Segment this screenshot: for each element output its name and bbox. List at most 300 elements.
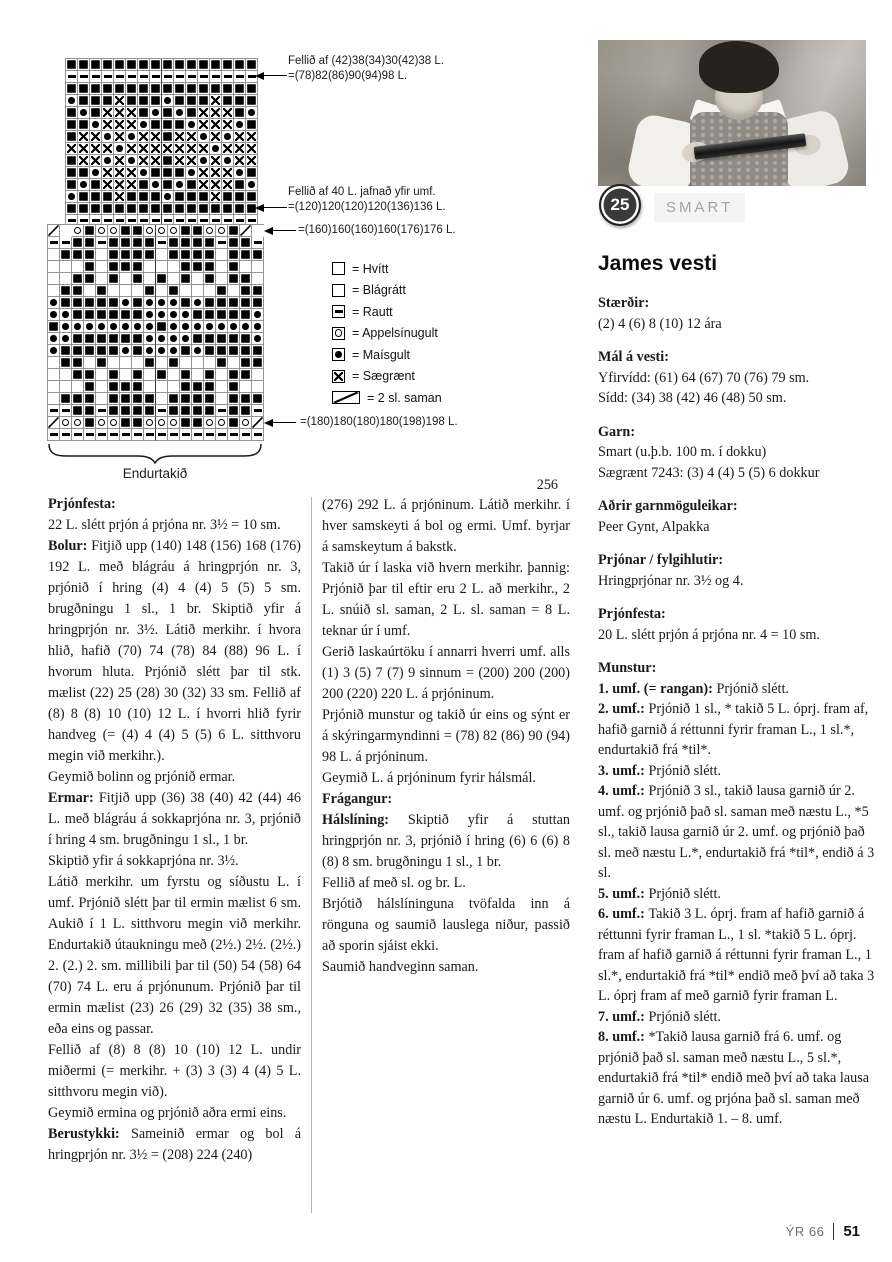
chart-cell <box>198 59 210 71</box>
chart-cell <box>66 71 78 83</box>
chart-cell <box>150 95 162 107</box>
chart-cell <box>78 95 90 107</box>
chart-cell <box>222 203 234 215</box>
chart-cell <box>210 143 222 155</box>
left-column <box>48 494 301 1166</box>
chart-cell <box>72 381 84 393</box>
chart-cell <box>198 95 210 107</box>
chart-cell <box>96 225 108 237</box>
repeat-brace <box>47 442 263 464</box>
legend-symbol-ce <box>332 262 345 275</box>
chart-cell <box>216 345 228 357</box>
chart-cell <box>252 309 264 321</box>
paragraph: Berustykki: Sameinið ermar og bol á hringprjón nr. 3½ = (208) 224 (240) <box>48 1126 301 1163</box>
chart-cell <box>48 345 60 357</box>
chart-cell <box>84 225 96 237</box>
chart-cell <box>114 59 126 71</box>
chart-cell <box>234 119 246 131</box>
info-section <box>598 347 876 409</box>
chart-cell <box>60 237 72 249</box>
chart-cell <box>210 191 222 203</box>
chart-cell <box>204 333 216 345</box>
chart-cell <box>168 273 180 285</box>
page-footer <box>786 1223 860 1240</box>
chart-cell <box>174 107 186 119</box>
chart-cell <box>126 143 138 155</box>
chart-cell <box>48 393 60 405</box>
chart-cell <box>102 119 114 131</box>
chart-cell <box>246 143 258 155</box>
chart-cell <box>228 417 240 429</box>
chart-cell <box>138 143 150 155</box>
chart-cell <box>252 285 264 297</box>
chart-cell <box>156 285 168 297</box>
chart-cell <box>66 155 78 167</box>
chart-cell <box>240 297 252 309</box>
chart-annotation-4: =(180)180(180)180(198)198 L. <box>300 416 458 428</box>
chart-cell <box>84 285 96 297</box>
chart-cell <box>246 191 258 203</box>
paragraph: Mál á vesti: <box>598 349 669 365</box>
chart-cell <box>246 107 258 119</box>
info-section <box>598 293 876 334</box>
chart-cell <box>156 417 168 429</box>
chart-cell <box>132 381 144 393</box>
paragraph: Prjónar / fylgihlutir: <box>598 552 724 568</box>
chart-cell <box>210 107 222 119</box>
chart-cell <box>114 95 126 107</box>
chart-cell <box>222 107 234 119</box>
page-title: James vesti <box>598 252 718 275</box>
chart-cell <box>156 297 168 309</box>
chart-legend <box>332 262 442 413</box>
chart-cell <box>90 179 102 191</box>
chart-cell <box>114 83 126 95</box>
chart-cell <box>150 83 162 95</box>
chart-cell <box>246 155 258 167</box>
paragraph: 20 L. slétt prjón á prjóna nr. 4 = 10 sm. <box>598 626 820 643</box>
chart-cell <box>120 237 132 249</box>
chart-cell <box>114 143 126 155</box>
chart-cell <box>90 167 102 179</box>
chart-cell <box>132 297 144 309</box>
chart-cell <box>66 95 78 107</box>
paragraph: Geymið L. á prjóninum fyrir hálsmál. <box>322 770 536 786</box>
chart-cell <box>108 333 120 345</box>
chart-cell <box>228 261 240 273</box>
chart-cell <box>150 107 162 119</box>
chart-cell <box>72 321 84 333</box>
chart-cell <box>168 321 180 333</box>
chart-cell <box>204 273 216 285</box>
chart-cell <box>138 155 150 167</box>
chart-cell <box>66 203 78 215</box>
chart-cell <box>108 237 120 249</box>
chart-cell <box>180 429 192 441</box>
chart-cell <box>204 417 216 429</box>
chart-cell <box>192 393 204 405</box>
chart-cell <box>120 249 132 261</box>
chart-cell <box>222 167 234 179</box>
chart-cell <box>48 285 60 297</box>
chart-cell <box>192 225 204 237</box>
chart-cell <box>96 345 108 357</box>
chart-cell <box>186 143 198 155</box>
magazine-name: ÝR 66 <box>785 1224 825 1239</box>
chart-cell <box>252 321 264 333</box>
chart-cell <box>162 179 174 191</box>
chart-cell <box>210 167 222 179</box>
chart-top-grid <box>65 58 258 227</box>
paragraph: Gerið laskaúrtöku í annarri hverri umf. alls (1) 3 (5) 7 (7) 9 sinnum = (200) 200 (200) 200 (220) 220 L. á prjóninum. <box>322 644 570 702</box>
chart-cell <box>66 59 78 71</box>
chart-cell <box>186 131 198 143</box>
chart-cell <box>252 393 264 405</box>
chart-cell <box>216 321 228 333</box>
chart-cell <box>210 119 222 131</box>
chart-cell <box>108 309 120 321</box>
chart-cell <box>174 131 186 143</box>
chart-cell <box>138 167 150 179</box>
chart-cell <box>174 71 186 83</box>
info-section <box>598 658 876 1130</box>
chart-cell <box>240 285 252 297</box>
chart-cell <box>228 321 240 333</box>
chart-cell <box>78 83 90 95</box>
paragraph: Bolur: Fitjið upp (140) 148 (156) 168 (176) 192 L. með blágráu á hringprjón nr. 3, prjónið í hring (4) 4 (4) 5 (5) 5 sm. brugðningu 1 sl., 1 br. Skiptið yfir á hringprjón nr. 3½. Látið merkihr. í hvora hlið, hafið (70) 74 (78) 84 (88) 96 L. í hvorum hluta. Prjónið slétt þar til stk. mælist (22) 25 (28) 30 (32) 33 sm. Fellið af (8) 8 (8) 10 (10) 12 L. í hvorri hlið fyrir handveg (= (4) 4 (4) 5 (5) 6 L. sitthvoru megin við merkihr.). <box>48 538 301 764</box>
chart-cell <box>222 119 234 131</box>
paragraph: 4. umf.: Prjónið 3 sl., takið lausa garnið úr 2. umf. og prjónið það sl. saman með næstu L., *5 sl., takið lausa garnið úr 2. umf. og prjónið það sl. með næstu L.*, endurtakið frá *til*, endið á 3 sl. <box>598 783 875 881</box>
chart-cell <box>234 179 246 191</box>
chart-cell <box>204 381 216 393</box>
yarn-brand-tag <box>654 193 745 222</box>
chart-cell <box>228 345 240 357</box>
chart-cell <box>222 95 234 107</box>
chart-cell <box>66 131 78 143</box>
chart-cell <box>174 143 186 155</box>
paragraph: Geymið ermina og prjónið aðra ermi eins. <box>48 1105 287 1121</box>
chart-cell <box>108 429 120 441</box>
chart-cell <box>252 429 264 441</box>
chart-cell <box>156 249 168 261</box>
chart-cell <box>240 393 252 405</box>
chart-cell <box>144 297 156 309</box>
chart-cell <box>210 83 222 95</box>
chart-cell <box>180 297 192 309</box>
chart-cell <box>228 405 240 417</box>
chart-cell <box>150 179 162 191</box>
chart-cell <box>186 107 198 119</box>
chart-cell <box>96 273 108 285</box>
chart-cell <box>132 309 144 321</box>
chart-cell <box>126 191 138 203</box>
chart-cell <box>90 131 102 143</box>
chart-cell <box>216 273 228 285</box>
chart-cell <box>144 369 156 381</box>
chart-cell <box>168 237 180 249</box>
chart-cell <box>132 417 144 429</box>
chart-cell <box>180 381 192 393</box>
chart-cell <box>72 393 84 405</box>
chart-cell <box>48 225 60 237</box>
chart-cell <box>234 71 246 83</box>
chart-cell <box>72 309 84 321</box>
chart-cell <box>252 345 264 357</box>
chart-cell <box>144 249 156 261</box>
chart-cell <box>90 59 102 71</box>
arrow-left-icon <box>255 72 287 80</box>
chart-cell <box>168 285 180 297</box>
chart-cell <box>186 179 198 191</box>
chart-cell <box>132 393 144 405</box>
chart-cell <box>222 155 234 167</box>
chart-cell <box>78 203 90 215</box>
chart-cell <box>72 369 84 381</box>
chart-cell <box>102 59 114 71</box>
chart-cell <box>48 369 60 381</box>
chart-cell <box>126 107 138 119</box>
chart-cell <box>228 333 240 345</box>
paragraph: Frágangur: <box>322 791 393 807</box>
chart-cell <box>132 237 144 249</box>
chart-cell <box>48 261 60 273</box>
chart-cell <box>204 237 216 249</box>
chart-cell <box>168 357 180 369</box>
chart-cell <box>84 417 96 429</box>
chart-cell <box>228 225 240 237</box>
chart-cell <box>150 71 162 83</box>
chart-cell <box>216 393 228 405</box>
chart-cell <box>96 417 108 429</box>
chart-cell <box>234 131 246 143</box>
chart-cell <box>102 71 114 83</box>
chart-cell <box>108 249 120 261</box>
paragraph: 7. umf.: Prjónið slétt. <box>598 1008 721 1025</box>
chart-cell <box>180 309 192 321</box>
chart-cell <box>144 285 156 297</box>
chart-cell <box>138 203 150 215</box>
chart-cell <box>72 333 84 345</box>
chart-cell <box>126 119 138 131</box>
chart-cell <box>162 71 174 83</box>
chart-cell <box>240 273 252 285</box>
chart-cell <box>240 309 252 321</box>
chart-cell <box>228 369 240 381</box>
chart-cell <box>144 225 156 237</box>
chart-cell <box>168 393 180 405</box>
chart-cell <box>240 369 252 381</box>
chart-cell <box>168 417 180 429</box>
chart-cell <box>120 333 132 345</box>
chart-cell <box>66 191 78 203</box>
chart-cell <box>78 107 90 119</box>
chart-cell <box>96 369 108 381</box>
chart-cell <box>66 119 78 131</box>
chart-cell <box>144 345 156 357</box>
chart-cell <box>60 261 72 273</box>
chart-cell <box>216 297 228 309</box>
chart-cell <box>180 369 192 381</box>
paragraph: Hálslíning: Skiptið yfir á stuttan hringprjón nr. 3, prjónið í hring (6) 6 (6) 8 (8) 8 sm. brugðningu 1 sl., 1 br. <box>322 812 570 870</box>
chart-cell <box>150 119 162 131</box>
chart-cell <box>78 59 90 71</box>
chart-cell <box>162 167 174 179</box>
chart-cell <box>240 357 252 369</box>
paragraph: (2) 4 (6) 8 (10) 12 ára <box>598 315 722 332</box>
chart-cell <box>114 191 126 203</box>
chart-cell <box>120 261 132 273</box>
chart-cell <box>66 143 78 155</box>
paragraph: Aðrir garnmöguleikar: <box>598 498 738 514</box>
chart-cell <box>108 285 120 297</box>
paragraph: Fellið af (8) 8 (8) 10 (10) 12 L. undir miðermi (= merkihr. + (3) 3 (3) 4 (4) 5 L. sitthvoru megin við). <box>48 1042 301 1100</box>
chart-cell <box>246 179 258 191</box>
legend-item <box>332 305 442 318</box>
chart-cell <box>60 369 72 381</box>
chart-cell <box>204 249 216 261</box>
chart-cell <box>192 417 204 429</box>
chart-cell <box>108 261 120 273</box>
chart-cell <box>174 59 186 71</box>
chart-cell <box>126 59 138 71</box>
chart-cell <box>126 83 138 95</box>
chart-cell <box>204 321 216 333</box>
chart-cell <box>240 345 252 357</box>
chart-cell <box>120 393 132 405</box>
chart-cell <box>216 309 228 321</box>
chart-cell <box>60 357 72 369</box>
chart-cell <box>96 249 108 261</box>
chart-cell <box>252 381 264 393</box>
chart-cell <box>120 297 132 309</box>
chart-cell <box>228 393 240 405</box>
chart-cell <box>48 357 60 369</box>
chart-cell <box>84 405 96 417</box>
paragraph: Yfirvídd: (61) 64 (67) 70 (76) 79 sm. <box>598 369 810 386</box>
chart-cell <box>210 131 222 143</box>
paragraph: Brjótið hálslíninguna tvöfalda inn á rönguna og saumið lauslega niður, passið að sporin sjáist ekki. <box>322 896 570 954</box>
chart-cell <box>78 71 90 83</box>
chart-cell <box>240 237 252 249</box>
chart-cell <box>192 285 204 297</box>
chart-cell <box>60 381 72 393</box>
chart-cell <box>204 405 216 417</box>
chart-cell <box>108 297 120 309</box>
chart-cell <box>72 273 84 285</box>
chart-cell <box>120 381 132 393</box>
chart-cell <box>144 321 156 333</box>
chart-cell <box>84 345 96 357</box>
chart-cell <box>156 357 168 369</box>
chart-cell <box>102 95 114 107</box>
chart-cell <box>90 191 102 203</box>
chart-cell <box>48 417 60 429</box>
chart-cell <box>132 225 144 237</box>
chart-cell <box>102 203 114 215</box>
paragraph: Fellið af með sl. og br. L. <box>322 875 466 891</box>
chart-cell <box>132 285 144 297</box>
chart-cell <box>186 155 198 167</box>
chart-cell <box>48 333 60 345</box>
chart-cell <box>84 381 96 393</box>
chart-cell <box>198 71 210 83</box>
chart-cell <box>240 261 252 273</box>
chart-cell <box>252 261 264 273</box>
paragraph: 1. umf. (= rangan): Prjónið slétt. <box>598 680 789 697</box>
chart-cell <box>120 273 132 285</box>
chart-cell <box>186 191 198 203</box>
chart-cell <box>60 297 72 309</box>
chart-cell <box>156 225 168 237</box>
chart-cell <box>150 131 162 143</box>
middle-column <box>322 476 570 978</box>
chart-cell <box>102 143 114 155</box>
chart-cell <box>66 179 78 191</box>
chart-cell <box>228 357 240 369</box>
chart-cell <box>150 167 162 179</box>
chart-cell <box>72 417 84 429</box>
chart-cell <box>234 167 246 179</box>
chart-cell <box>192 321 204 333</box>
chart-cell <box>168 405 180 417</box>
paragraph: Prjónfesta: <box>598 606 666 622</box>
paragraph: Saumið handveginn saman. <box>322 959 479 975</box>
chart-cell <box>72 261 84 273</box>
legend-label: = Appelsínugult <box>352 326 438 340</box>
chart-cell <box>168 309 180 321</box>
legend-label: = Sægrænt <box>352 369 415 383</box>
chart-cell <box>90 155 102 167</box>
legend-label: = Hvítt <box>352 261 389 276</box>
paragraph: Skiptið yfir á sokkaprjóna nr. 3½. <box>48 853 239 869</box>
chart-cell <box>60 333 72 345</box>
chart-cell <box>114 71 126 83</box>
chart-cell <box>156 345 168 357</box>
chart-cell <box>66 107 78 119</box>
info-section <box>598 550 876 591</box>
chart-cell <box>252 369 264 381</box>
chart-cell <box>90 83 102 95</box>
chart-cell <box>84 333 96 345</box>
chart-cell <box>138 179 150 191</box>
chart-cell <box>120 285 132 297</box>
chart-cell <box>192 273 204 285</box>
chart-cell <box>252 405 264 417</box>
chart-cell <box>222 143 234 155</box>
boy-hair <box>699 41 779 93</box>
chart-cell <box>96 321 108 333</box>
chart-cell <box>84 261 96 273</box>
chart-cell <box>222 59 234 71</box>
chart-cell <box>210 95 222 107</box>
chart-cell <box>132 345 144 357</box>
chart-cell <box>132 249 144 261</box>
paragraph: 3. umf.: Prjónið slétt. <box>598 762 721 779</box>
chart-cell <box>108 369 120 381</box>
pattern-number: 25 <box>610 195 630 214</box>
chart-cell <box>204 309 216 321</box>
paragraph: Munstur: <box>598 660 657 676</box>
stitch-count-ref: 256 <box>536 477 558 493</box>
chart-cell <box>90 119 102 131</box>
paragraph: Látið merkihr. um fyrstu og síðustu L. í umf. Prjónið slétt þar til ermin mælist 6 sm. Aukið í 1 L. sitthvoru megin við merkihr. Endurtakið útaukningu með (2½.) 2½. (2½.) 2. (2.) 2. sm. millibili þar til (50) 54 (58) 64 (70) 74 L. eru á prjónunum. Prjónið þar til ermin mælist (23) 26 (29) 32 (35) 38 sm., eða eins og passar. <box>48 874 301 1037</box>
chart-cell <box>204 285 216 297</box>
paragraph: 22 L. slétt prjón á prjóna nr. 3½ = 10 sm. <box>48 517 281 533</box>
chart-cell <box>120 429 132 441</box>
chart-cell <box>180 405 192 417</box>
legend-item <box>332 391 442 404</box>
chart-cell <box>204 369 216 381</box>
